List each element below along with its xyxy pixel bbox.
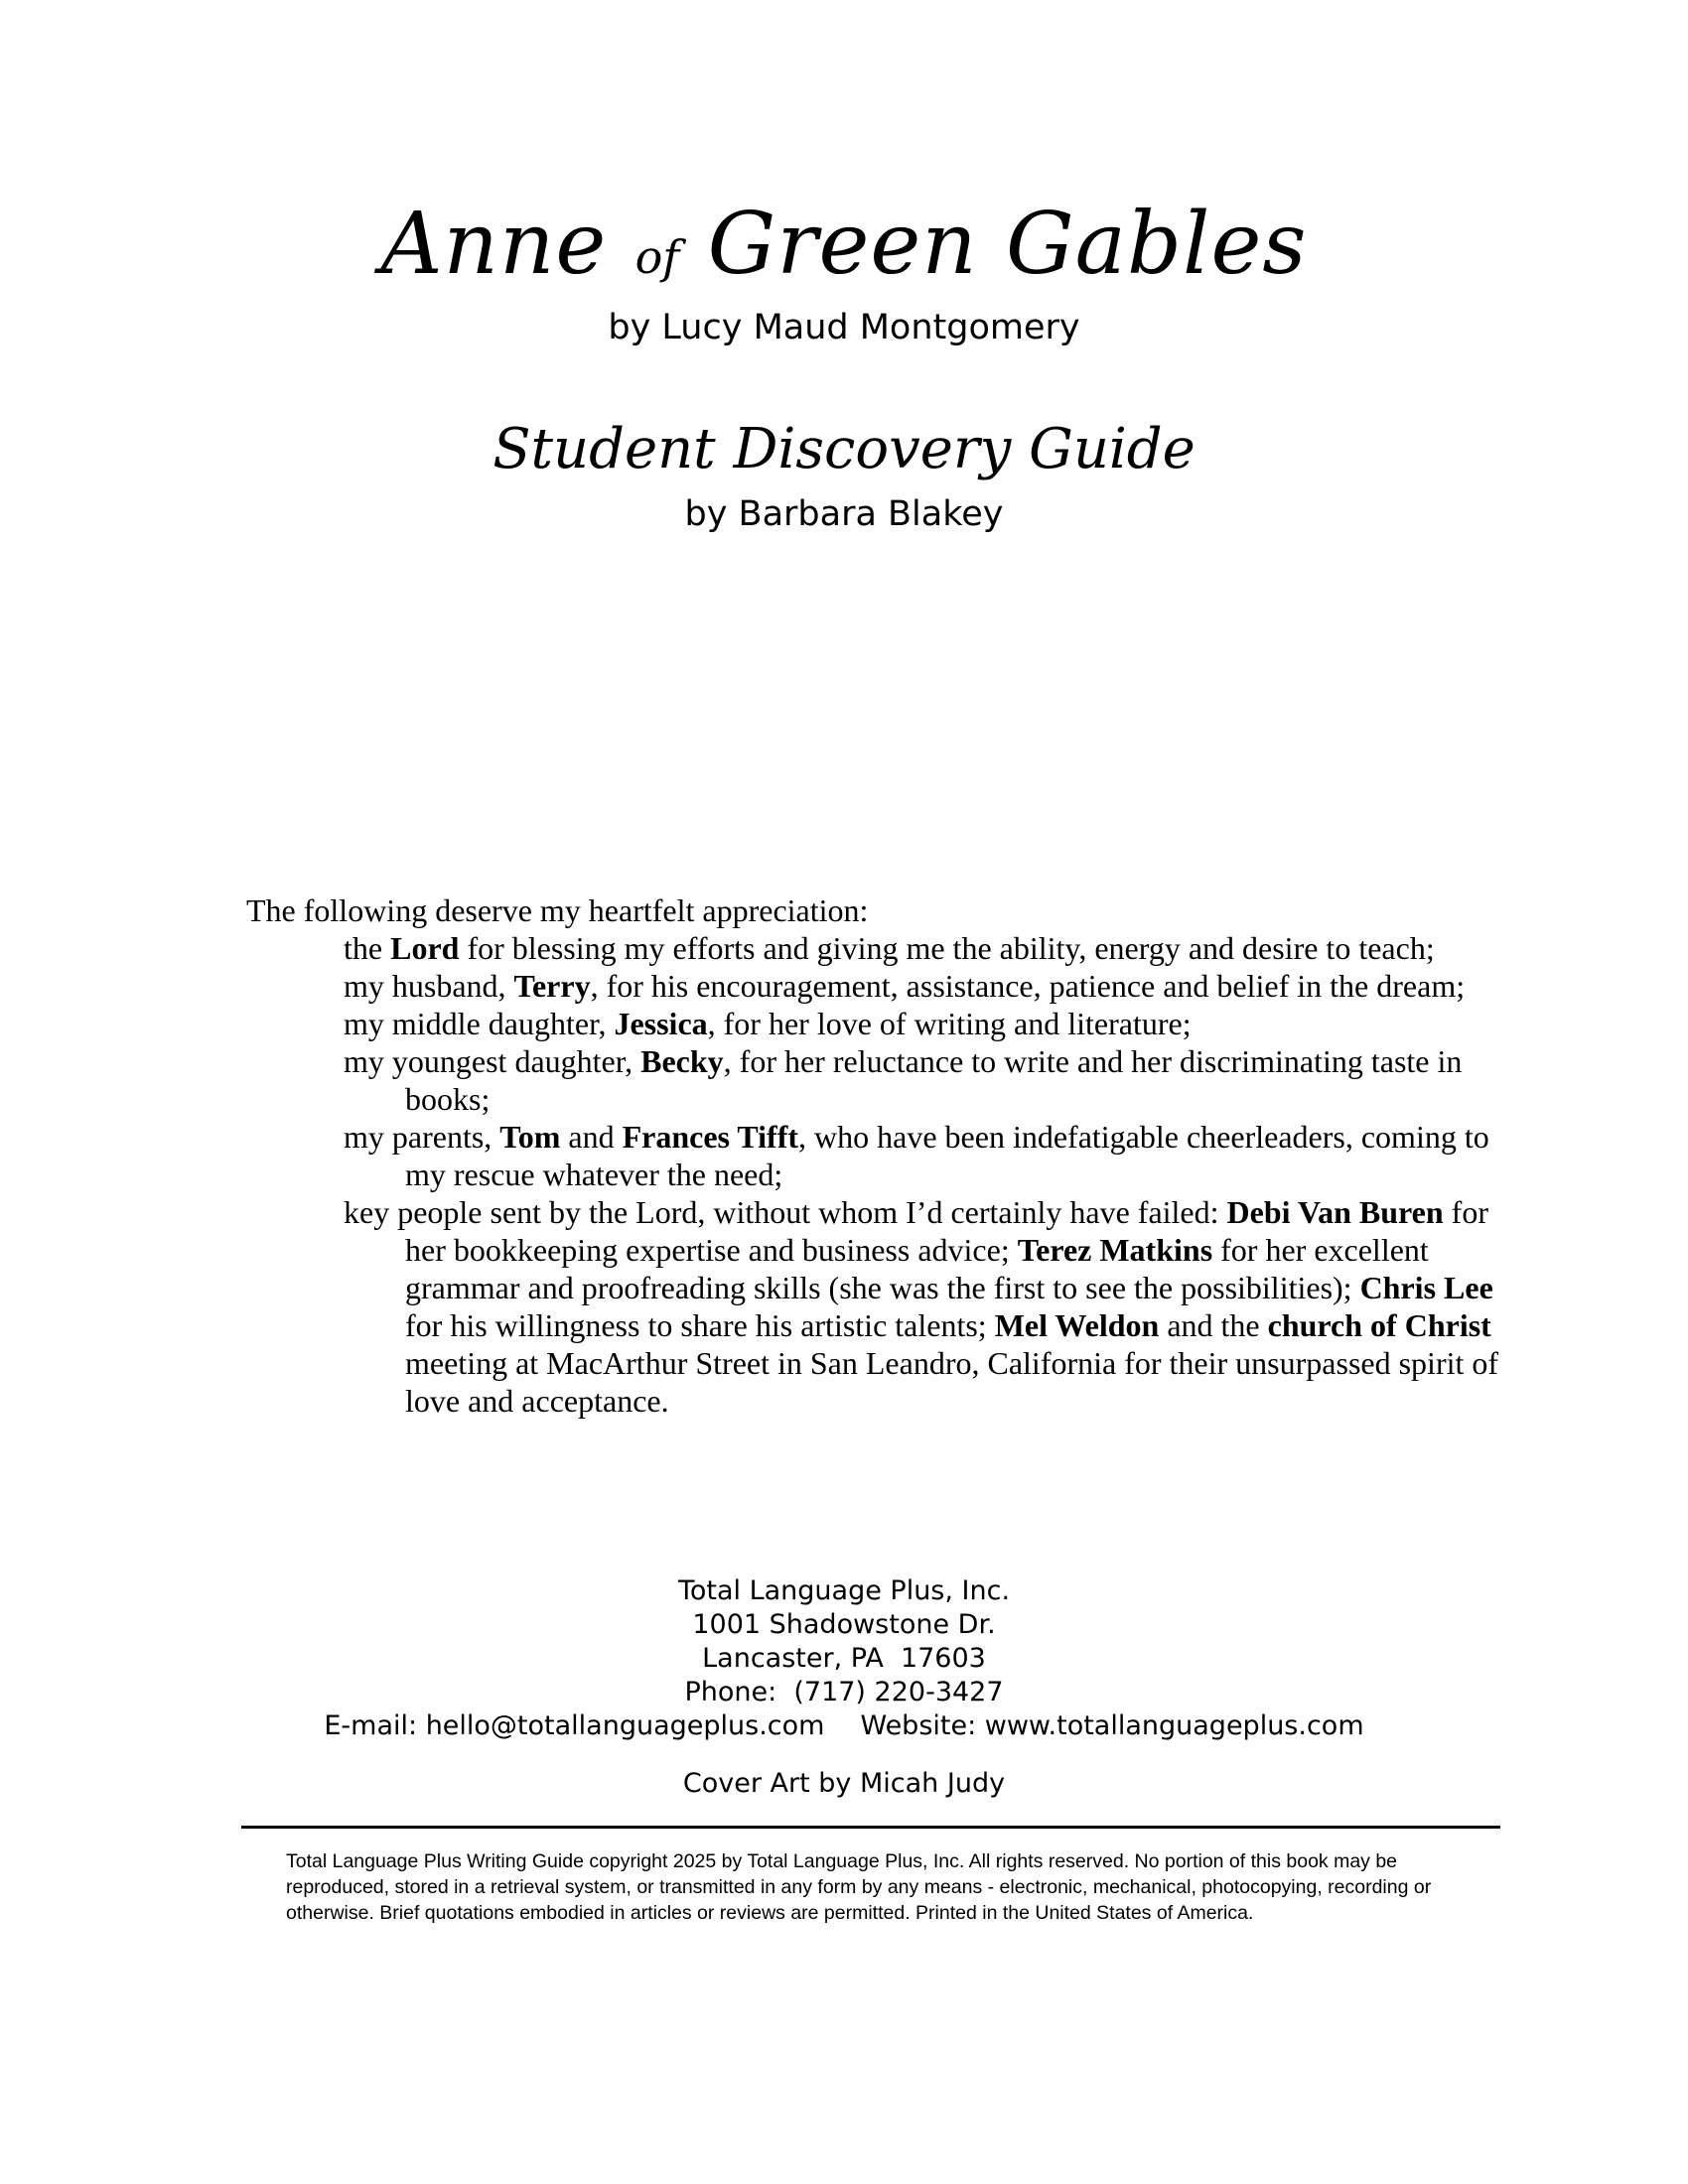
acknowledged-name: Becky [640, 1043, 724, 1079]
publisher-phone: Phone: (717) 220-3427 [684, 1677, 1004, 1707]
acknowledgment-text: , who have been indefatigable cheerleaders, coming to my rescue whatever the need; [405, 1119, 1489, 1192]
title-word-of: of [634, 230, 680, 284]
title-word-anne: Anne [380, 195, 608, 294]
publisher-city: Lancaster, PA 17603 [702, 1643, 986, 1674]
acknowledgment-text: for his willingness to share his artistic talents; [405, 1307, 995, 1343]
publisher-contact [0, 1709, 1688, 1743]
acknowledgment-text: for her bookkeeping expertise and business advice; [405, 1194, 1488, 1268]
acknowledgment-item [246, 929, 1507, 967]
acknowledgment-text: , for her reluctance to write and her discriminating taste in books; [405, 1043, 1463, 1117]
acknowledged-name: Jessica [614, 1006, 708, 1041]
acknowledged-name: church of Christ [1267, 1307, 1491, 1343]
acknowledgment-text: my husband, [344, 968, 514, 1004]
publisher-info [0, 1574, 1688, 1743]
acknowledged-name: Terez Matkins [1017, 1232, 1213, 1268]
divider-rule [241, 1826, 1500, 1829]
acknowledged-name: Lord [390, 930, 460, 966]
acknowledgment-text: , for her love of writing and literature; [707, 1006, 1192, 1041]
acknowledged-name: Terry [513, 968, 591, 1004]
acknowledgment-text: my middle daughter, [344, 1006, 615, 1041]
publisher-name: Total Language Plus, Inc. [677, 1575, 1011, 1606]
acknowledgment-item [246, 1042, 1507, 1118]
acknowledged-name: Tom [499, 1119, 561, 1155]
acknowledgment-text: for blessing my efforts and giving me the ability, energy and desire to teach; [459, 930, 1435, 966]
acknowledgments-list [246, 929, 1507, 1420]
book-title [0, 195, 1688, 307]
title-word-green-gables: Green Gables [707, 195, 1308, 294]
acknowledgment-item [246, 1005, 1507, 1042]
acknowledged-name: Mel Weldon [994, 1307, 1160, 1343]
acknowledgment-item [246, 967, 1507, 1005]
guide-title: Student Discovery Guide [492, 417, 1196, 481]
acknowledged-name: Chris Lee [1359, 1270, 1493, 1305]
publisher-street: 1001 Shadowstone Dr. [692, 1609, 996, 1640]
book-author: by Lucy Maud Montgomery [608, 308, 1080, 347]
acknowledgments [246, 891, 1507, 1420]
publisher-website: Website: www.totallanguageplus.com [860, 1710, 1364, 1741]
acknowledgment-text: meeting at MacArthur Street in San Leandro, California for their unsurpassed spirit of love and acceptance. [405, 1345, 1499, 1419]
acknowledgment-text: , for his encouragement, assistance, patience and belief in the dream; [590, 968, 1466, 1004]
cover-art-credit: Cover Art by Micah Judy [682, 1768, 1006, 1799]
acknowledgment-text: my parents, [344, 1119, 500, 1155]
acknowledgment-text: the [344, 930, 391, 966]
acknowledgment-item [246, 1118, 1507, 1193]
acknowledgment-text: and [560, 1119, 623, 1155]
acknowledgment-text: and the [1159, 1307, 1268, 1343]
acknowledgment-item [246, 1193, 1507, 1420]
copyright-notice: Total Language Plus Writing Guide copyright 2025 by Total Language Plus, Inc. All rights reserved. No portion of this book may be reproduced, stored in a retrieval system, or transmitted in any form by any means - electronic, mechanical, photocopying, recording or otherwise. Brief quotations embodied in articles or reviews are permitted. Printed in the United States of America. [286, 1850, 1432, 1924]
acknowledgment-text: key people sent by the Lord, without whom I’d certainly have failed: [344, 1194, 1227, 1230]
acknowledgment-text: my youngest daughter, [344, 1043, 641, 1079]
acknowledged-name: Frances Tifft [622, 1119, 799, 1155]
acknowledgments-intro: The following deserve my heartfelt appreciation: [246, 892, 869, 928]
publisher-email: E-mail: hello@totallanguageplus.com [324, 1710, 825, 1741]
acknowledged-name: Debi Van Buren [1226, 1194, 1444, 1230]
guide-author: by Barbara Blakey [684, 494, 1004, 534]
acknowledgment-text: for her excellent grammar and proofreading skills (she was the first to see the possibilities); [405, 1232, 1429, 1305]
